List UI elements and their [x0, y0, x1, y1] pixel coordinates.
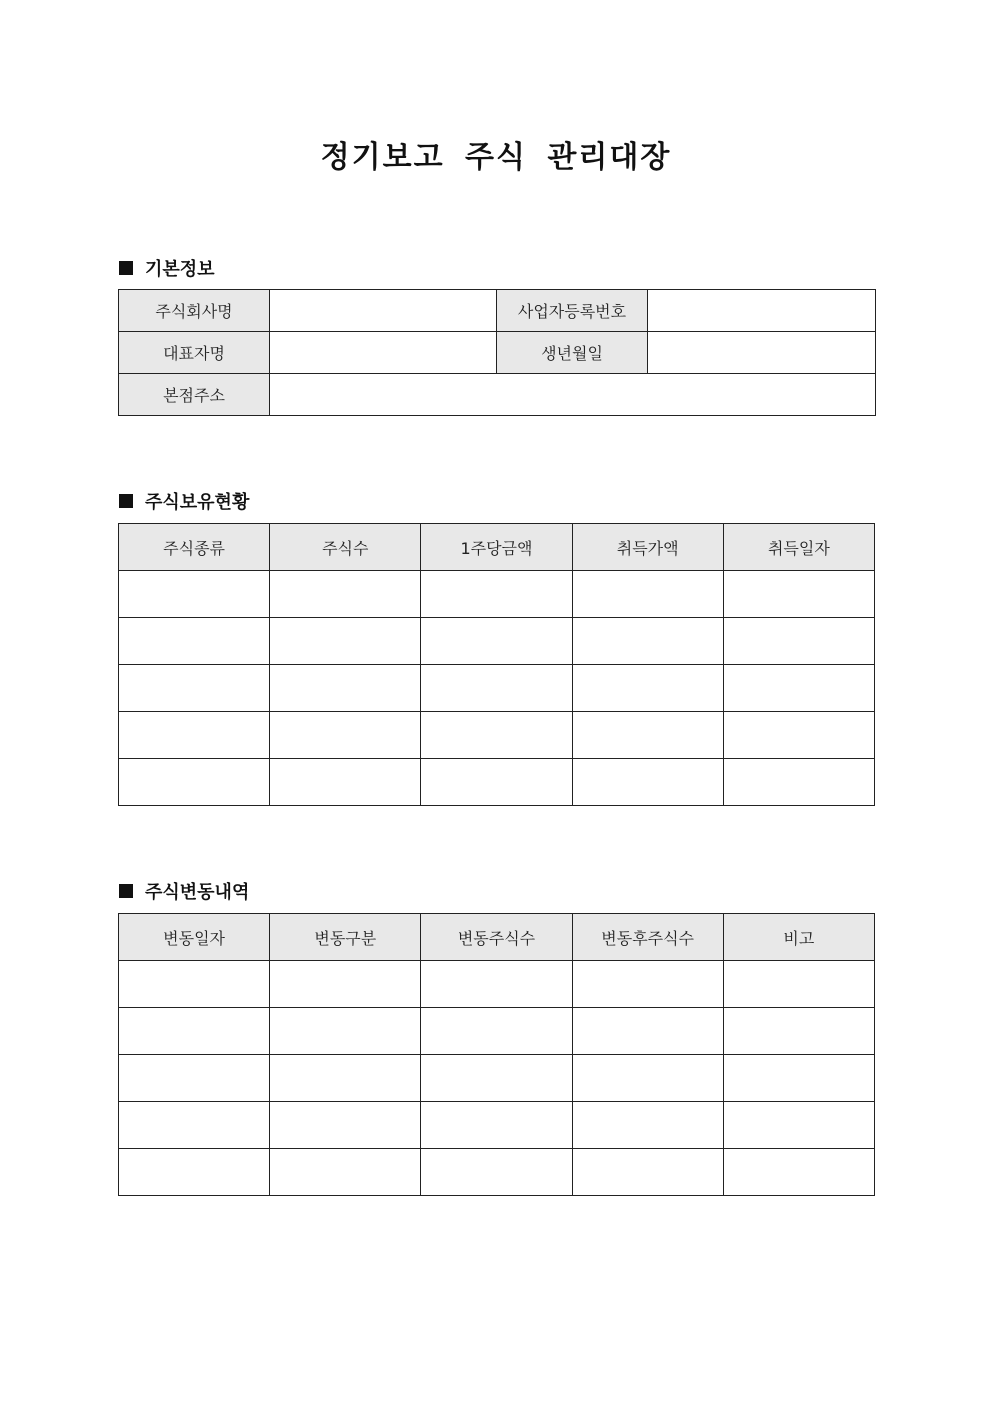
table-cell[interactable] — [723, 571, 874, 618]
birth-date-field[interactable] — [648, 332, 876, 374]
table-cell[interactable] — [270, 618, 421, 665]
section-heading-basic — [119, 255, 215, 281]
table-cell[interactable] — [270, 1102, 421, 1149]
table-cell[interactable] — [572, 1149, 723, 1196]
table-cell[interactable] — [119, 712, 270, 759]
square-bullet-icon — [119, 884, 133, 898]
table-cell[interactable] — [119, 665, 270, 712]
table-cell[interactable] — [119, 618, 270, 665]
table-cell[interactable] — [270, 961, 421, 1008]
table-cell[interactable] — [421, 759, 572, 806]
table-row — [119, 1008, 875, 1055]
table-cell[interactable] — [723, 1008, 874, 1055]
representative-field[interactable] — [270, 332, 497, 374]
table-cell[interactable] — [421, 961, 572, 1008]
table-row — [119, 290, 876, 332]
column-header: 1주당금액 — [421, 524, 572, 571]
table-cell[interactable] — [270, 712, 421, 759]
table-cell[interactable] — [119, 1102, 270, 1149]
column-header: 취득일자 — [723, 524, 874, 571]
share-change-table — [118, 913, 875, 1196]
square-bullet-icon — [119, 494, 133, 508]
table-cell[interactable] — [723, 1102, 874, 1149]
section-heading-label: 주식보유현황 — [145, 492, 250, 513]
table-row — [119, 1149, 875, 1196]
table-cell[interactable] — [723, 712, 874, 759]
table-cell[interactable] — [270, 571, 421, 618]
table-row — [119, 571, 875, 618]
column-header: 비고 — [723, 914, 874, 961]
table-cell[interactable] — [572, 1055, 723, 1102]
table-row — [119, 712, 875, 759]
table-cell[interactable] — [572, 1102, 723, 1149]
table-cell[interactable] — [572, 1008, 723, 1055]
table-cell[interactable] — [119, 1008, 270, 1055]
column-header: 주식수 — [270, 524, 421, 571]
head-office-address-label: 본점주소 — [119, 374, 270, 416]
table-header-row — [119, 914, 875, 961]
share-holding-table — [118, 523, 875, 806]
column-header: 변동후주식수 — [572, 914, 723, 961]
section-heading-change — [119, 878, 249, 904]
table-cell[interactable] — [119, 1149, 270, 1196]
table-cell[interactable] — [119, 571, 270, 618]
table-cell[interactable] — [572, 961, 723, 1008]
table-cell[interactable] — [270, 1008, 421, 1055]
table-cell[interactable] — [572, 665, 723, 712]
page-title: 정기보고 주식 관리대장 — [320, 140, 672, 175]
basic-info-table — [118, 289, 876, 416]
table-cell[interactable] — [119, 759, 270, 806]
section-heading-label: 주식변동내역 — [145, 882, 250, 903]
column-header: 취득가액 — [572, 524, 723, 571]
company-name-field[interactable] — [270, 290, 497, 332]
company-name-label: 주식회사명 — [119, 290, 270, 332]
table-cell[interactable] — [421, 1008, 572, 1055]
table-cell[interactable] — [421, 571, 572, 618]
table-row — [119, 665, 875, 712]
column-header: 변동주식수 — [421, 914, 572, 961]
birth-date-label: 생년월일 — [497, 332, 648, 374]
table-row — [119, 618, 875, 665]
column-header: 변동구분 — [270, 914, 421, 961]
table-cell[interactable] — [421, 1055, 572, 1102]
table-header-row — [119, 524, 875, 571]
table-row — [119, 1102, 875, 1149]
table-cell[interactable] — [723, 961, 874, 1008]
table-cell[interactable] — [572, 571, 723, 618]
table-cell[interactable] — [270, 1055, 421, 1102]
table-row — [119, 961, 875, 1008]
table-cell[interactable] — [119, 961, 270, 1008]
table-cell[interactable] — [723, 759, 874, 806]
business-number-label: 사업자등록번호 — [497, 290, 648, 332]
section-heading-label: 기본정보 — [145, 259, 215, 280]
table-cell[interactable] — [270, 665, 421, 712]
table-cell[interactable] — [572, 618, 723, 665]
column-header: 변동일자 — [119, 914, 270, 961]
table-cell[interactable] — [270, 759, 421, 806]
table-cell[interactable] — [270, 1149, 421, 1196]
table-cell[interactable] — [723, 665, 874, 712]
table-row — [119, 1055, 875, 1102]
square-bullet-icon — [119, 261, 133, 275]
table-row — [119, 374, 876, 416]
table-cell[interactable] — [572, 759, 723, 806]
table-cell[interactable] — [572, 712, 723, 759]
column-header: 주식종류 — [119, 524, 270, 571]
table-cell[interactable] — [421, 665, 572, 712]
table-cell[interactable] — [723, 1055, 874, 1102]
section-heading-holding — [119, 488, 249, 514]
table-row — [119, 759, 875, 806]
table-cell[interactable] — [421, 712, 572, 759]
table-cell[interactable] — [119, 1055, 270, 1102]
table-cell[interactable] — [421, 1149, 572, 1196]
table-cell[interactable] — [421, 618, 572, 665]
table-cell[interactable] — [723, 618, 874, 665]
representative-label: 대표자명 — [119, 332, 270, 374]
table-cell[interactable] — [723, 1149, 874, 1196]
business-number-field[interactable] — [648, 290, 876, 332]
head-office-address-field[interactable] — [270, 374, 876, 416]
table-cell[interactable] — [421, 1102, 572, 1149]
table-row — [119, 332, 876, 374]
